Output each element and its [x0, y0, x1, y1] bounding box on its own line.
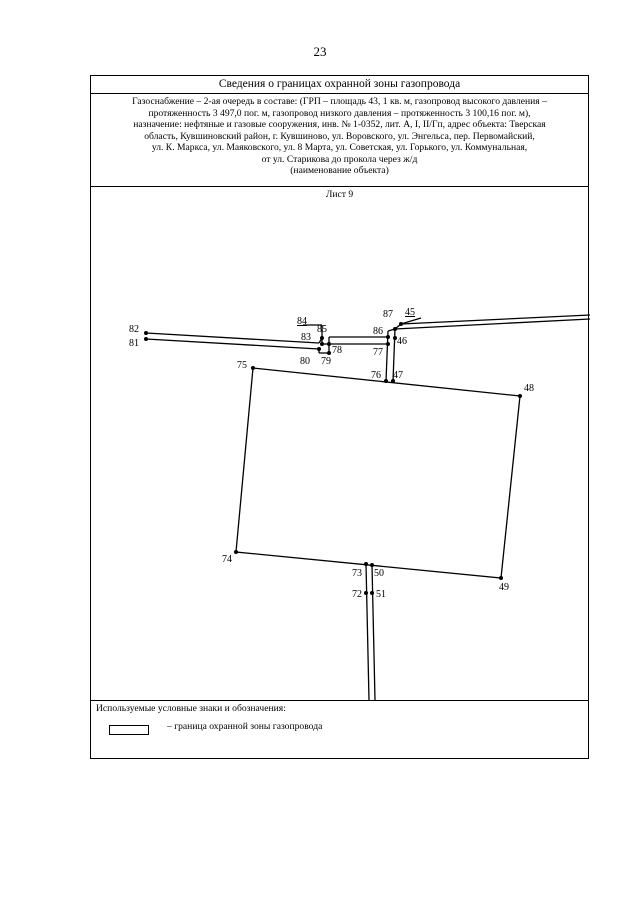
point-label-49: 49 — [499, 582, 509, 593]
point-label-72: 72 — [352, 589, 362, 600]
boundary-line — [372, 565, 375, 700]
point-label-76: 76 — [371, 370, 381, 381]
document-frame — [90, 75, 589, 759]
legend-item-text: – граница охранной зоны газопровода — [167, 721, 323, 732]
point-label-83: 83 — [301, 332, 311, 343]
point-51 — [370, 591, 374, 595]
point-label-87: 87 — [383, 309, 393, 320]
point-49 — [499, 576, 503, 580]
page-number: 23 — [313, 44, 327, 59]
point-87 — [393, 327, 397, 331]
zone-polygon — [236, 368, 520, 578]
legend-title: Используемые условные знаки и обозначения: — [96, 703, 286, 714]
point-label-78: 78 — [332, 345, 342, 356]
point-label-45: 45 — [405, 307, 415, 318]
point-label-73: 73 — [352, 568, 362, 579]
boundary-line — [146, 333, 319, 343]
point-label-79: 79 — [321, 356, 331, 367]
object-name-caption: (наименование объекта) — [290, 165, 389, 176]
description-line: от ул. Старикова до прокола через ж/д — [261, 153, 418, 165]
legend-boundary-swatch — [109, 725, 149, 735]
zone-plan — [91, 76, 590, 700]
description-line: протяженность 3 497,0 пог. м, газопровод низкого давления – протяженность 3 100,16 пог. м), — [148, 107, 531, 119]
boundary-line — [395, 319, 590, 329]
point-label-82: 82 — [129, 324, 139, 335]
description-line: Газоснабжение – 2-ая очередь в составе: (ГРП – площадь 43, 1 кв. м, газопровод высокого давления – — [132, 96, 547, 107]
legend — [91, 700, 588, 759]
boundary-lines — [146, 315, 590, 700]
point-73 — [364, 562, 368, 566]
point-label-85: 85 — [317, 324, 327, 335]
point-83 — [320, 342, 324, 346]
point-label-77: 77 — [373, 347, 383, 358]
point-86 — [386, 335, 390, 339]
point-75 — [251, 366, 255, 370]
point-79 — [327, 351, 331, 355]
description-line: назначение: нефтяные и газовые сооружения, инв. № 1-0352, лит. А, I, II/Гп, адрес объекта: Тверская — [133, 119, 546, 130]
point-78 — [327, 342, 331, 346]
point-48 — [518, 394, 522, 398]
description-line: область, Кувшиновский район, г. Кувшиново, ул. Воровского, ул. Энгельса, пер. Первомайский, — [144, 130, 535, 142]
point-label-81: 81 — [129, 338, 139, 349]
point-82 — [144, 331, 148, 335]
point-76 — [384, 379, 388, 383]
point-45 — [399, 322, 403, 326]
boundary-line — [401, 315, 590, 324]
boundary-line — [366, 564, 369, 700]
point-85 — [320, 336, 324, 340]
point-label-75: 75 — [237, 360, 247, 371]
point-50 — [370, 563, 374, 567]
point-label-74: 74 — [222, 554, 232, 565]
point-labels — [129, 307, 534, 600]
turning-points — [144, 322, 522, 595]
point-label-86: 86 — [373, 326, 383, 337]
point-77 — [386, 342, 390, 346]
boundary-line — [146, 339, 319, 349]
point-label-80: 80 — [300, 356, 310, 367]
point-label-46: 46 — [397, 336, 407, 347]
sheet-label: Лист 9 — [325, 189, 354, 200]
description-line: ул. К. Маркса, ул. Маяковского, ул. 8 Марта, ул. Советская, ул. Горького, ул. Коммунальная, — [151, 142, 528, 153]
point-81 — [144, 337, 148, 341]
point-80 — [317, 347, 321, 351]
point-label-50: 50 — [374, 568, 384, 579]
document-title: Сведения о границах охранной зоны газопровода — [91, 76, 588, 94]
point-74 — [234, 550, 238, 554]
point-label-84: 84 — [297, 316, 307, 327]
point-label-51: 51 — [376, 589, 386, 600]
point-72 — [364, 591, 368, 595]
point-label-48: 48 — [524, 383, 534, 394]
point-label-47: 47 — [393, 370, 403, 381]
